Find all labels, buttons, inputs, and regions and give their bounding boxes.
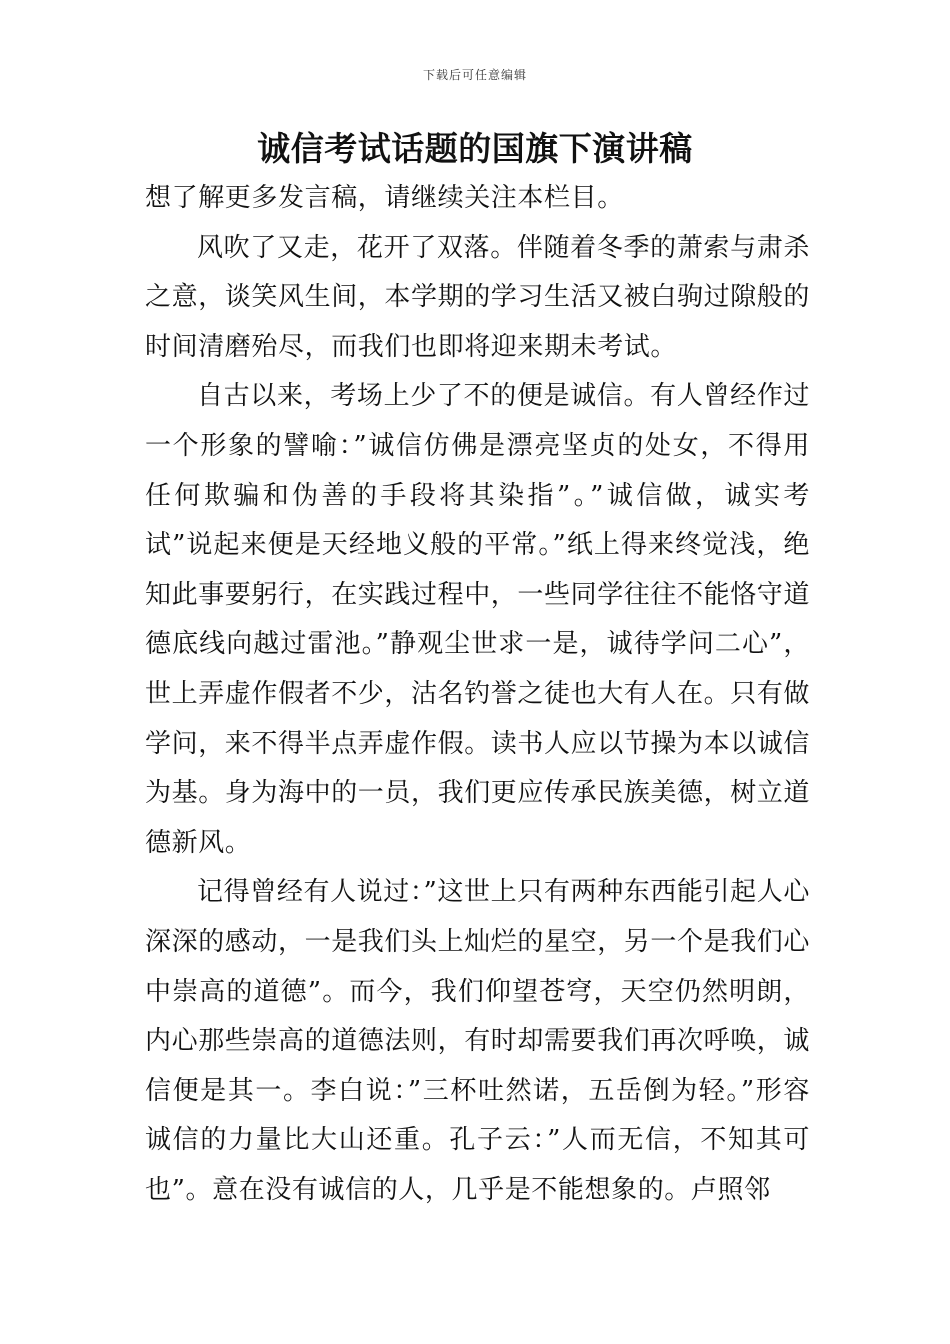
body-paragraph: 自古以来，考场上少了不的便是诚信。有人曾经作过一个形象的譬喻：”诚信仿佛是漂亮坚贞的处女，不得用任何欺骗和伪善的手段将其染指”。”诚信做，诚实考试”说起来便是天经地义般的平常。”纸上得来终觉浅，绝知此事要躬行，在实践过程中，一些同学往往不能恪守道德底线向越过雷池。”静观尘世求一是，诚待学问二心”，世上弄虚作假者不少，沽名钓誉之徒也大有人在。只有做学问，来不得半点弄虚作假。读书人应以节操为本以诚信为基。身为海中的一员，我们更应传承民族美德，树立道德新风。 bbox=[145, 381, 811, 858]
document-body bbox=[145, 174, 810, 1215]
body-paragraph: 风吹了又走，花开了双落。伴随着冬季的萧索与肃杀之意，谈笑风生间，本学期的学习生活又被白驹过隙般的时间清磨殆尽，而我们也即将迎来期未考试。 bbox=[145, 232, 811, 362]
body-paragraph: 记得曾经有人说过：”这世上只有两种东西能引起人心深深的感动，一是我们头上灿烂的星空，另一个是我们心中崇高的道德”。而今，我们仰望苍穹，天空仍然明朗，内心那些崇高的道德法则，有时却需要我们再次呼唤，诚信便是其一。李白说：”三杯吐然诺，五岳倒为轻。”形容诚信的力量比大山还重。孔子云：”人而无信，不知其可也”。意在没有诚信的人，几乎是不能想象的。卢照邻 bbox=[145, 877, 811, 1205]
document-title: 诚信考试话题的国旗下演讲稿 bbox=[257, 129, 693, 168]
header-note: 下载后可任意编辑 bbox=[422, 68, 527, 82]
intro-paragraph: 想了解更多发言稿，请继续关注本栏目。 bbox=[145, 183, 624, 213]
